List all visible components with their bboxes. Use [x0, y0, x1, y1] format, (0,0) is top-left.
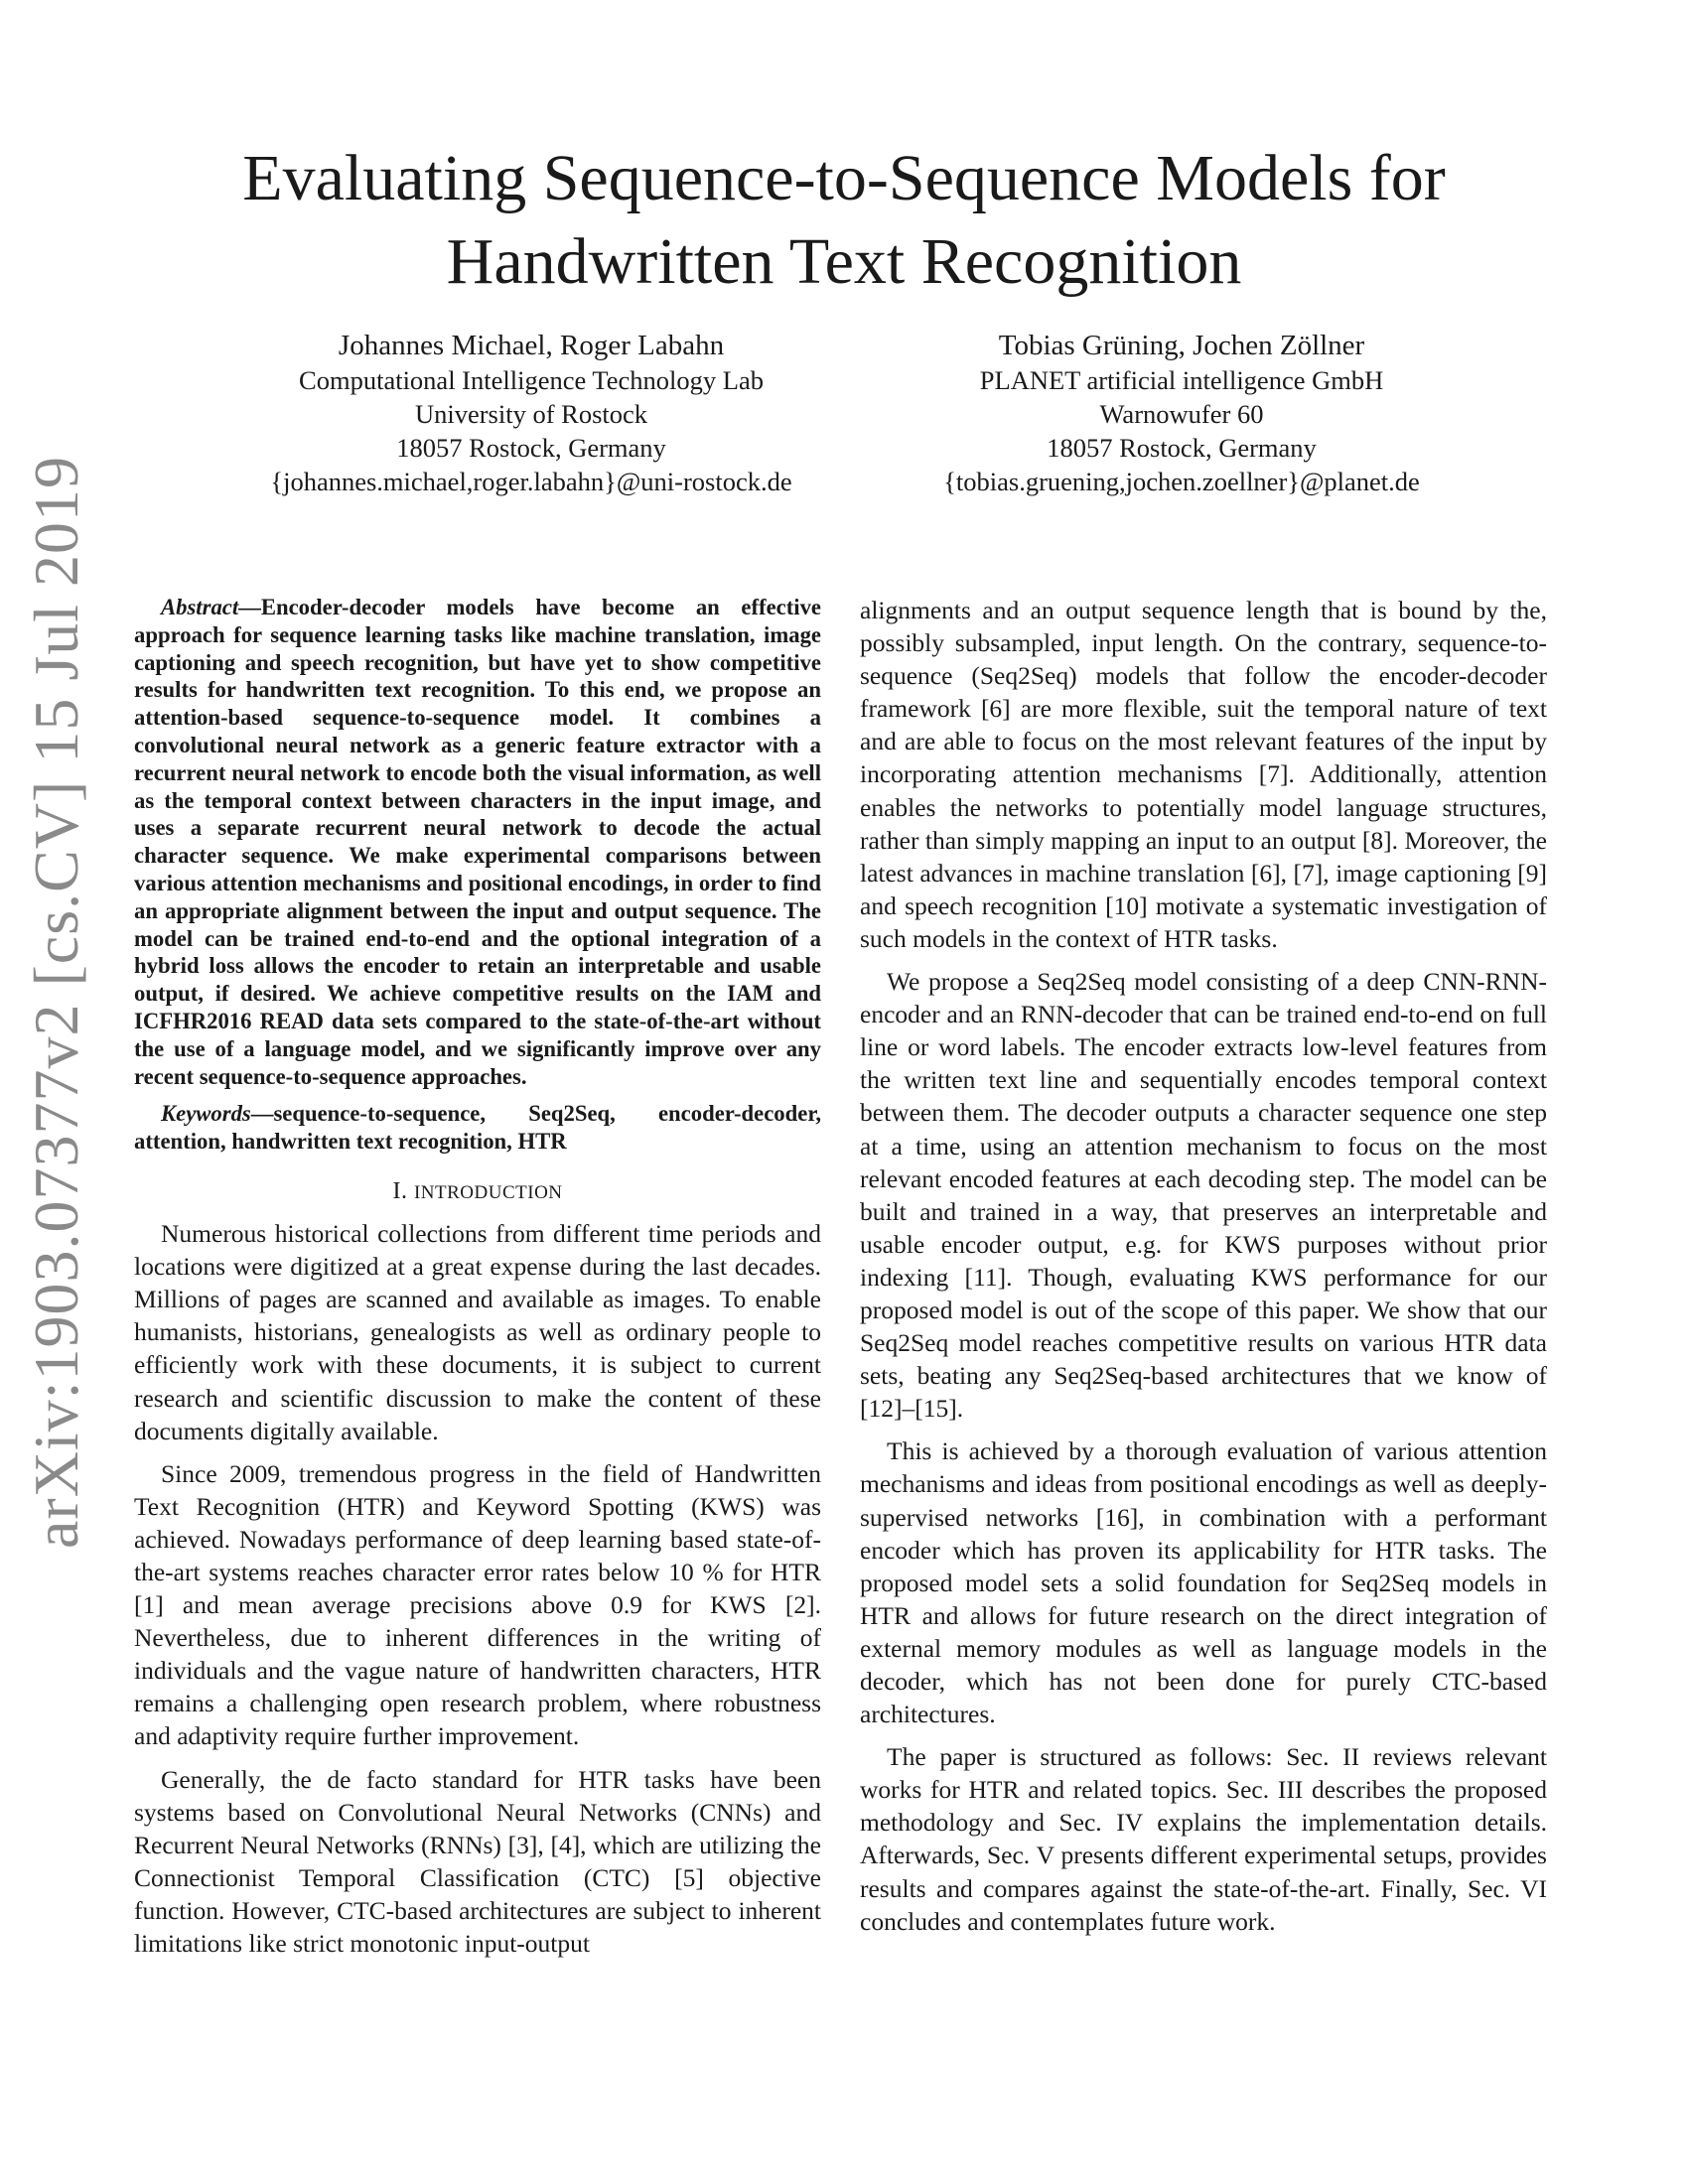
paper-title: [149, 137, 1539, 304]
body-paragraph: Since 2009, tremendous progress in the field of Handwritten Text Recognition (HTR) and Keyword Spotting (KWS) was achieved. Nowadays performance of deep learning based state-of-the-art systems reaches character error rates below 10 % for HTR [1] and mean average precisions above 0.9 for KWS [2]. Nevertheless, due to inherent differences in the writing of individuals and the vague nature of handwritten characters, HTR remains a challenging open research problem, where robustness and adaptivity require further improvement.: [134, 1458, 821, 1751]
author-email: {tobias.gruening,jochen.zoellner}@planet.de: [943, 467, 1420, 496]
author-names: Johannes Michael, Roger Labahn: [338, 330, 725, 361]
arxiv-identifier-stamp: arXiv:1903.07377v2 [cs.CV] 15 Jul 2019: [21, 455, 91, 1549]
right-column: [860, 594, 1547, 1948]
body-paragraph: The paper is structured as follows: Sec. II reviews relevant works for HTR and related topics. Sec. III describes the proposed methodology and Sec. IV explains the implementation details. Afterwards, Sec. V presents different experimental setups, provides results and compares against the state-of-the-art. Finally, Sec. VI concludes and contemplates future work.: [860, 1742, 1547, 1936]
section-number: I.: [392, 1177, 408, 1204]
author-affiliation: Computational Intelligence Technology Lab: [299, 365, 764, 395]
author-email: {johannes.michael,roger.labahn}@uni-rostock.de: [270, 467, 792, 496]
author-address: 18057 Rostock, Germany: [1047, 433, 1317, 463]
title-line-2: Handwritten Text Recognition: [446, 225, 1242, 298]
keywords-label: Keywords: [161, 1101, 251, 1127]
keywords-text: —sequence-to-sequence, Seq2Seq, encoder-decoder, attention, handwritten text recognition, HTR: [134, 1101, 821, 1155]
abstract-label: Abstract: [161, 595, 239, 619]
body-paragraph: This is achieved by a thorough evaluation of various attention mechanisms and ideas from positional encodings as well as deeply-supervised networks [16], in combination with a performant encoder which has proven its applicability for HTR tasks. The proposed model sets a solid foundation for Seq2Seq models in HTR and allows for future research on the direct integration of external memory modules as well as language models in the decoder, which has not been done for purely CTC-based architectures.: [860, 1436, 1547, 1729]
author-block-right: [864, 328, 1499, 498]
author-address: 18057 Rostock, Germany: [396, 433, 666, 463]
author-institution: University of Rostock: [414, 399, 648, 429]
title-line-1: Evaluating Sequence-to-Sequence Models for: [242, 142, 1446, 214]
abstract-text: —Encoder-decoder models have become an effective approach for sequence learning tasks like machine translation, image captioning and speech recognition, but have yet to show competitive results for handwritten text recognition. To this end, we propose an attention-based sequence-to-sequence model. It combines a convolutional neural network as a generic feature extractor with a recurrent neural network to encode both the visual information, as well as the temporal context between characters in the input image, and uses a separate recurrent neural network to decode the actual character sequence. We make experimental comparisons between various attention mechanisms and positional encodings, in order to find an appropriate alignment between the input and output sequence. The model can be trained end-to-end and the optional integration of a hybrid loss allows the encoder to retain an interpretable and usable output, if desired. We achieve competitive results on the IAM and ICFHR2016 READ data sets compared to the state-of-the-art without the use of a language model, and we significantly improve over any recent sequence-to-sequence approaches.: [134, 595, 821, 1089]
body-paragraph: alignments and an output sequence length that is bound by the, possibly subsampled, input length. On the contrary, sequence-to-sequence (Seq2Seq) models that follow the encoder-decoder framework [6] are more flexible, suit the temporal nature of text and are able to focus on the most relevant features of the input by incorporating attention mechanisms [7]. Additionally, attention enables the networks to potentially model language structures, rather than simply mapping an input to an output [8]. Moreover, the latest advances in machine translation [6], [7], image captioning [9] and speech recognition [10] motivate a systematic investigation of such models in the context of HTR tasks.: [860, 596, 1547, 953]
author-names: Tobias Grüning, Jochen Zöllner: [998, 330, 1365, 361]
body-paragraph: Numerous historical collections from different time periods and locations were digitized at a great expense during the last decades. Millions of pages are scanned and available as images. To enable humanists, historians, genealogists as well as ordinary people to efficiently work with these documents, it is subject to current research and scientific discussion to make the content of these documents digitally available.: [134, 1219, 821, 1445]
author-affiliation: PLANET artificial intelligence GmbH: [979, 365, 1384, 395]
body-paragraph: We propose a Seq2Seq model consisting of a deep CNN-RNN-encoder and an RNN-decoder that can be trained end-to-end on full line or word labels. The encoder extracts low-level features from the written text line and sequentially encodes temporal context between them. The decoder outputs a character sequence one step at a time, using an attention mechanism to focus on the most relevant encoded features at each decoding step. The model can be built and trained in a way, that preserves an interpretable and usable encoder output, e.g. for KWS purposes without prior indexing [11]. Though, evaluating KWS performance for our proposed model is out of the scope of this paper. We show that our Seq2Seq model reaches competitive results on various HTR data sets, beating any Seq2Seq-based architectures that we know of [12]–[15].: [860, 967, 1547, 1424]
section-title: INTRODUCTION: [413, 1181, 563, 1203]
author-institution: Warnowufer 60: [1099, 399, 1264, 429]
author-block-left: [213, 328, 849, 498]
section-heading-introduction: [134, 1175, 821, 1209]
left-column: [134, 594, 821, 1970]
abstract: [134, 594, 821, 1090]
body-paragraph: Generally, the de facto standard for HTR tasks have been systems based on Convolutional Neural Networks (CNNs) and Recurrent Neural Networks (RNNs) [3], [4], which are utilizing the Connectionist Temporal Classification (CTC) [5] objective function. However, CTC-based architectures are subject to inherent limitations like strict monotonic input-output: [134, 1764, 821, 1958]
keywords: [134, 1100, 821, 1156]
